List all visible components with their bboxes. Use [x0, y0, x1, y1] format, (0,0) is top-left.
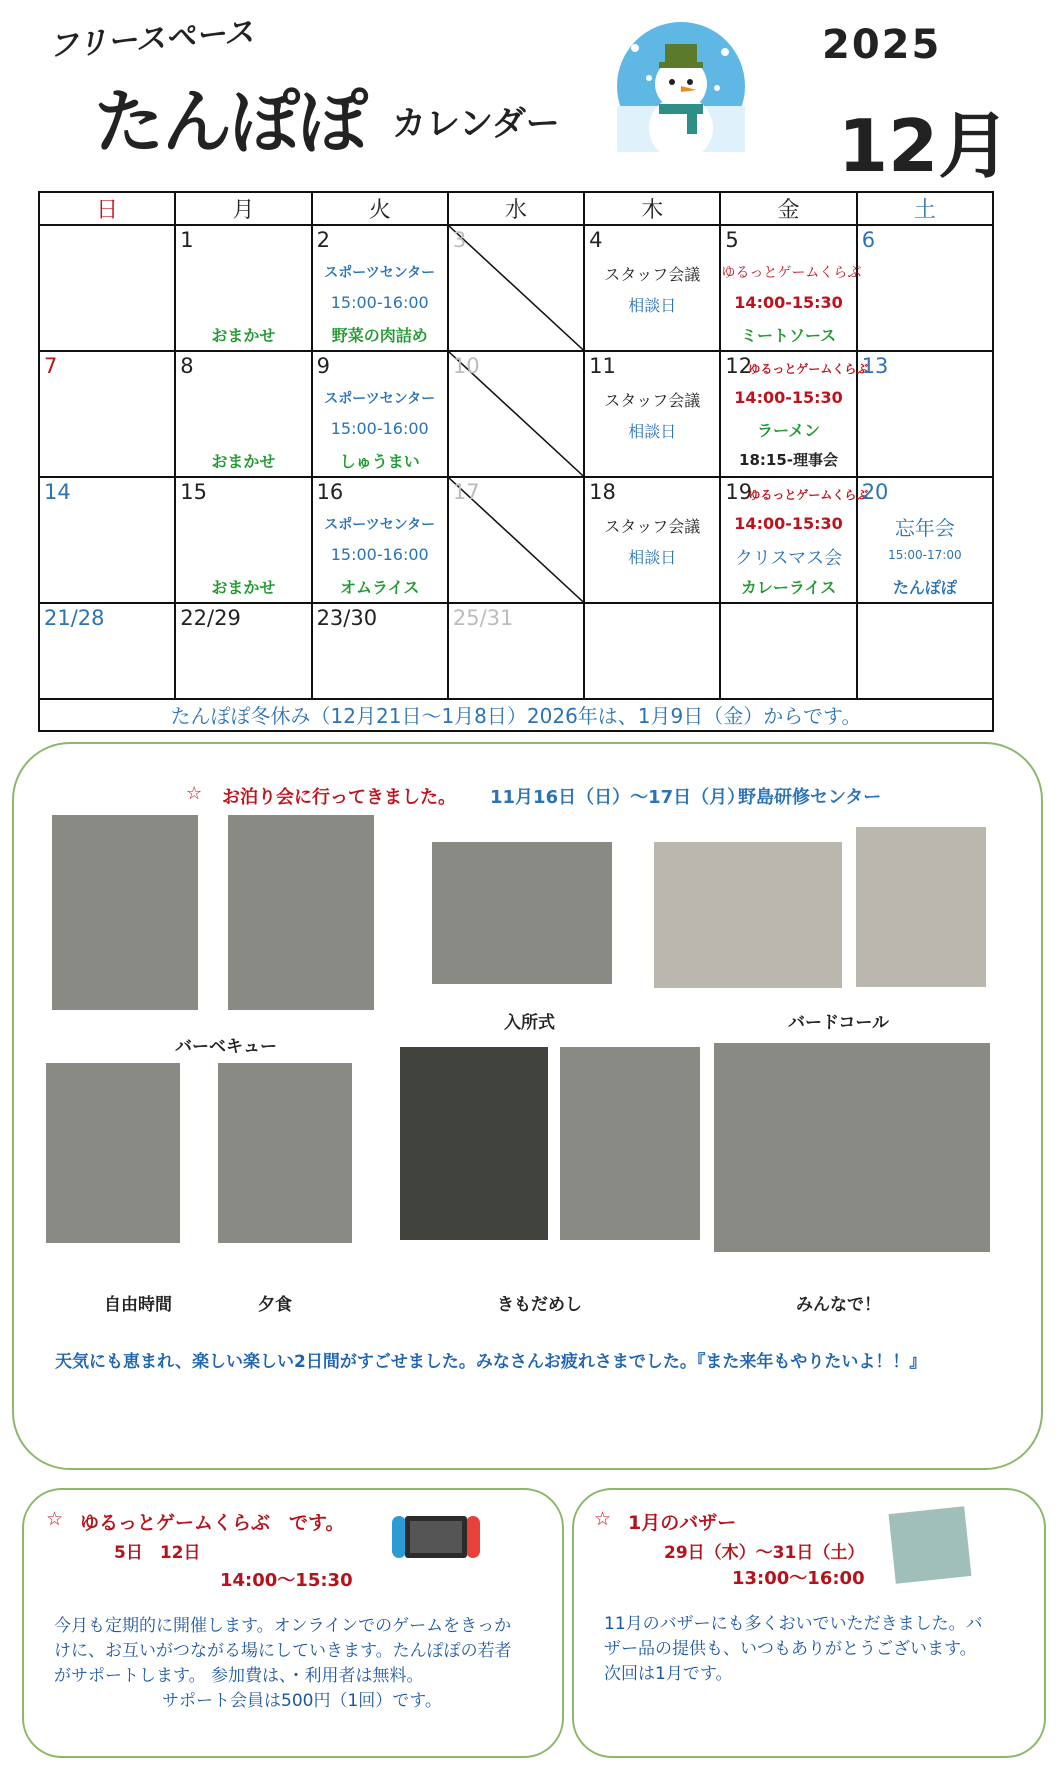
month: 12月	[838, 104, 1011, 188]
menu-label: 野菜の肉詰め	[331, 326, 428, 345]
weekday-wed: 水	[448, 192, 584, 225]
event-label: スポーツセンター	[324, 391, 436, 407]
caption-bbq: バーベキュー	[175, 1037, 277, 1057]
event-time: 14:00-15:30	[734, 388, 843, 407]
day-cell	[175, 225, 311, 351]
day-cell	[584, 603, 720, 699]
photo-bbq-2	[228, 815, 374, 1010]
report-dates: 11月16日（日）～17日（月）	[490, 787, 746, 808]
menu-label: ラーメン	[756, 421, 821, 440]
day-cell	[720, 477, 869, 603]
day-number: 12	[725, 354, 753, 378]
day-cell	[857, 225, 993, 351]
day-cell-closed	[448, 477, 584, 603]
towel-illustration	[889, 1506, 972, 1584]
day-cell	[857, 603, 993, 699]
title-main: たんぽぽ	[94, 80, 366, 163]
event-time: 15:00-16:00	[330, 545, 429, 564]
weekday-tue: 火	[312, 192, 448, 225]
day-cell	[175, 477, 311, 603]
event-label: スタッフ会議	[604, 265, 701, 284]
day-number: 4	[589, 228, 603, 252]
bazaar-box	[572, 1488, 1046, 1758]
day-number: 15	[180, 480, 208, 504]
day-number: 20	[861, 480, 889, 504]
week-row	[39, 477, 993, 603]
day-cell	[584, 225, 720, 351]
game-club-heading: ゆるっとゲームくらぶ です。	[80, 1512, 345, 1534]
body-line: 次回は1月です。	[604, 1664, 733, 1684]
game-club-body	[54, 1614, 512, 1714]
caption-free-time: 自由時間	[104, 1295, 172, 1315]
day-number: 18	[589, 480, 616, 504]
event-label: 18:15-理事会	[739, 451, 839, 469]
body-line: けに、お互いがつながる場にしていきます。たんぽぽの若者	[54, 1641, 512, 1661]
day-number: 13	[861, 354, 889, 378]
day-number: 16	[316, 480, 344, 504]
day-number: 10	[452, 354, 480, 378]
day-cell-closed	[448, 225, 584, 351]
day-cell	[857, 351, 993, 477]
event-label: 相談日	[628, 296, 677, 315]
caption-birdcall: バードコール	[788, 1013, 889, 1033]
day-cell	[584, 477, 720, 603]
photo-checkin	[432, 842, 612, 984]
event-label: スポーツセンター	[324, 265, 436, 281]
game-console-icon	[392, 1514, 480, 1560]
event-label: スタッフ会議	[604, 517, 701, 536]
event-time: 14:00-15:30	[734, 293, 843, 312]
star-icon: ☆	[594, 1508, 612, 1530]
caption-courage: きもだめし	[497, 1295, 582, 1315]
weekday-sun: 日	[39, 192, 175, 225]
menu-label: しゅうまい	[339, 452, 420, 471]
day-note: ゆるっとゲームくらぶ	[748, 362, 869, 376]
closed-slash	[449, 226, 583, 350]
day-cell	[720, 225, 862, 351]
weekday-mon: 月	[175, 192, 311, 225]
snowman-illustration	[605, 18, 757, 158]
day-number: 22/29	[180, 606, 241, 630]
body-line: 11月のバザーにも多くおいでいただきました。バ	[604, 1614, 983, 1634]
day-number: 8	[180, 354, 194, 378]
photo-birdcall-2	[856, 827, 986, 987]
photo-birdcall-1	[654, 842, 842, 988]
weekday-header-row	[39, 192, 993, 225]
day-number: 17	[452, 480, 480, 504]
weekday-fri: 金	[720, 192, 856, 225]
day-cell	[312, 603, 448, 699]
event-label: クリスマス会	[734, 548, 843, 569]
day-number: 23/30	[316, 606, 378, 630]
weekday-sat: 土	[857, 192, 993, 225]
body-line: がサポートします。 参加費は、・利用者は無料。	[54, 1666, 424, 1686]
photo-everyone	[714, 1043, 990, 1252]
title-small: フリースペース	[47, 14, 256, 65]
day-cell	[175, 603, 311, 699]
day-number: 25/31	[452, 606, 514, 630]
title-calendar: カレンダー	[392, 104, 560, 144]
bazaar-body	[604, 1612, 983, 1687]
bazaar-time: 13:00～16:00	[732, 1568, 865, 1589]
caption-everyone: みんなで！	[796, 1295, 881, 1315]
photo-bbq-1	[52, 815, 198, 1010]
menu-label: ミートソース	[740, 326, 837, 345]
day-cell	[584, 351, 720, 477]
bazaar-dates: 29日（木）～31日（土）	[664, 1543, 865, 1563]
day-cell	[39, 351, 175, 477]
day-number: 14	[44, 480, 71, 504]
event-time: 15:00-16:00	[330, 293, 429, 312]
photo-courage-1	[400, 1047, 548, 1240]
day-cell	[39, 603, 175, 699]
body-line: ザー品の提供も、いつもありがとうございます。	[604, 1639, 977, 1659]
report-title: お泊り会に行ってきました。	[222, 787, 456, 808]
star-icon: ☆	[46, 1508, 64, 1530]
body-line: 今月も定期的に開催します。オンラインでのゲームをきっか	[54, 1616, 512, 1636]
event-time: 14:00-15:30	[734, 514, 843, 533]
photo-free-time	[46, 1063, 180, 1243]
report-summary: 天気にも恵まれ、楽しい楽しい2日間がすごせました。みなさんお疲れさまでした。『また来年もやりたいよ！！』	[55, 1352, 927, 1372]
day-number: 3	[452, 228, 467, 252]
day-cell	[312, 351, 448, 477]
caption-checkin: 入所式	[504, 1013, 555, 1033]
day-cell	[312, 477, 448, 603]
day-number: 9	[316, 354, 330, 378]
event-label: ゆるっとゲームくらぶ	[721, 265, 862, 281]
event-label: 相談日	[628, 422, 677, 441]
event-time: 15:00-17:00	[888, 548, 962, 562]
menu-label: おまかせ	[211, 452, 276, 471]
day-cell	[39, 477, 175, 603]
event-label: スポーツセンター	[324, 517, 436, 533]
day-cell	[448, 603, 584, 699]
caption-dinner: 夕食	[258, 1295, 292, 1315]
day-cell	[175, 351, 311, 477]
calendar-table	[38, 191, 994, 700]
day-cell	[312, 225, 448, 351]
day-number: 5	[725, 228, 739, 252]
event-label: たんぽぽ	[892, 578, 957, 597]
day-note: ゆるっとゲームくらぶ	[748, 488, 869, 502]
day-number: 7	[44, 354, 58, 378]
body-line: サポート会員は500円（1回）です。	[162, 1691, 442, 1711]
week-row	[39, 351, 993, 477]
winter-break-note: たんぽぽ冬休み（12月21日～1月8日）2026年は、1月9日（金）からです。	[38, 700, 994, 732]
game-club-time: 14:00～15:30	[220, 1570, 353, 1591]
day-cell	[720, 351, 869, 477]
day-cell-closed	[448, 351, 584, 477]
menu-label: おまかせ	[211, 578, 276, 597]
weekday-thu: 木	[584, 192, 720, 225]
menu-label: おまかせ	[211, 326, 276, 345]
event-label: スタッフ会議	[604, 391, 701, 410]
week-row	[39, 225, 993, 351]
event-time: 15:00-16:00	[330, 419, 429, 438]
day-number: 19	[725, 480, 753, 504]
day-number: 1	[180, 228, 194, 252]
photo-courage-2	[560, 1047, 700, 1240]
event-label: 忘年会	[894, 516, 955, 540]
menu-label: オムライス	[340, 578, 420, 597]
report-place: 野島研修センター	[738, 787, 882, 808]
day-cell	[720, 603, 856, 699]
event-label: 相談日	[628, 548, 677, 567]
year: 2025	[822, 22, 942, 68]
menu-label: カレーライス	[740, 578, 837, 597]
star-icon: ☆	[186, 783, 203, 804]
day-number: 2	[316, 228, 330, 252]
game-club-box	[22, 1488, 564, 1758]
photo-dinner	[218, 1063, 352, 1243]
game-club-dates: 5日 12日	[114, 1543, 201, 1563]
day-cell	[857, 477, 993, 603]
week-row	[39, 603, 993, 699]
day-number: 21/28	[44, 606, 105, 630]
day-number: 11	[589, 354, 616, 378]
day-number: 6	[861, 228, 876, 252]
day-cell	[39, 225, 175, 351]
bazaar-heading: 1月のバザー	[628, 1512, 737, 1534]
